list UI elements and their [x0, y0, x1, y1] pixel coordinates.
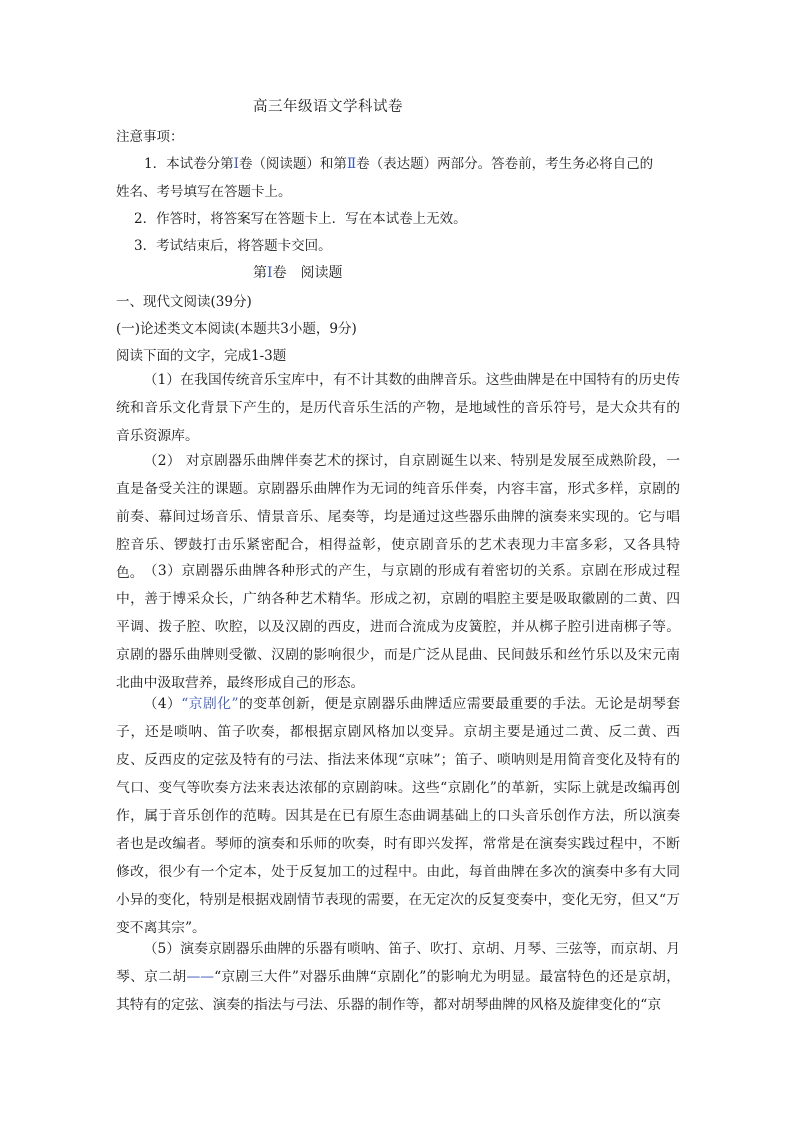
- notice-item-1-cont: 姓名、考号填写在答题卡上。: [116, 184, 292, 200]
- notice-item-2: 2．作答时，将答案写在答题卡上．写在本试卷上无效。: [134, 211, 467, 227]
- notice-item-3: 3．考试结束后，将答题卡交回。: [134, 238, 332, 254]
- section-heading: 第Ⅰ卷 阅读题: [253, 265, 343, 281]
- paragraph-3: （3）京剧器乐曲牌各种形式的产生，与京剧的形成有着密切的关系。京剧在形成过程中，善于博采众长，广纳各种艺术精华。形成之初，京剧的唱腔主要是吸取徽剧的二黄、四平调、拨子腔、吹腔，以及汉剧的西皮，进而合流成为皮簧腔，并从梆子腔引进南梆子等。京剧的器乐曲牌则受徽、汉剧的影响很少，而是广泛从昆曲、民间鼓乐和丝竹乐以及宋元南北曲中汲取营养，最终形成自己的形态。: [116, 563, 680, 691]
- notice-item-1: 1．本试卷分第Ⅰ卷（阅读题）和第Ⅱ卷（表达题）两部分。答卷前，考生务必将自己的: [144, 156, 654, 172]
- notice-heading: 注意事项：: [116, 129, 184, 145]
- part-subheading: (一)论述类文本阅读(本题共3小题，9分): [116, 321, 357, 337]
- reading-instruction: 阅读下面的文字，完成1-3题: [116, 348, 287, 364]
- paragraph-5: （5）演奏京剧器乐曲牌的乐器有唢呐、笛子、吹打、京胡、月琴、三弦等，而京胡、月琴、京二胡——“京剧三大件”对器乐曲牌“京剧化”的影响尤为明显。最富特色的还是京胡，其特有的定弦、演奏的指法与弓法、乐器的制作等，都对胡琴曲牌的风格及旋律变化的“京: [116, 941, 681, 1013]
- exam-title: 高三年级语文学科试卷: [253, 99, 403, 115]
- part-heading: 一、现代文阅读(39分): [116, 294, 252, 310]
- paragraph-1: （1）在我国传统音乐宝库中，有不计其数的曲牌音乐。这些曲牌是在中国特有的历史传统和音乐文化背景下产生的，是历代音乐生活的产物，是地域性的音乐符号，是大众共有的音乐资源库。: [116, 372, 680, 444]
- paragraph-4: （4）“京剧化”的变革创新，便是京剧器乐曲牌适应需要最重要的手法。无论是胡琴套子，还是唢呐、笛子吹奏，都根据京剧风格加以变异。京胡主要是通过二黄、反二黄、西皮、反西皮的定弦及特有的弓法、指法来体现“京味”；笛子、唢呐则是用简音变化及特有的气口、变气等吹奏方法来表达浓郁的京剧韵味。这些“京剧化”的革新，实际上就是改编再创作，属于音乐创作的范畴。因其是在已有原生态曲调基础上的口头音乐创作方法，所以演奏者也是改编者。琴师的演奏和乐师的吹奏，时有即兴发挥，常常是在演奏实践过程中，不断修改，很少有一个定本，处于反复加工的过程中。由此，每首曲牌在多次的演奏中多有大同小异的变化，特别是根据戏剧情节表现的需要，在无定次的反复变奏中，变化无穷，但又“万变不离其宗”。: [116, 696, 681, 936]
- paragraph-2: （2） 对京剧器乐曲牌伴奏艺术的探讨，自京剧诞生以来、特别是发展至成熟阶段，一直是备受关注的课题。京剧器乐曲牌作为无词的纯音乐伴奏，内容丰富，形式多样，京剧的前奏、幕间过场音乐、情景音乐、尾奏等，均是通过这些器乐曲牌的演奏来实现的。它与唱腔音乐、锣鼓打击乐紧密配合，相得益彰，使京剧音乐的艺术表现力丰富多彩，又各具特色。: [116, 453, 680, 581]
